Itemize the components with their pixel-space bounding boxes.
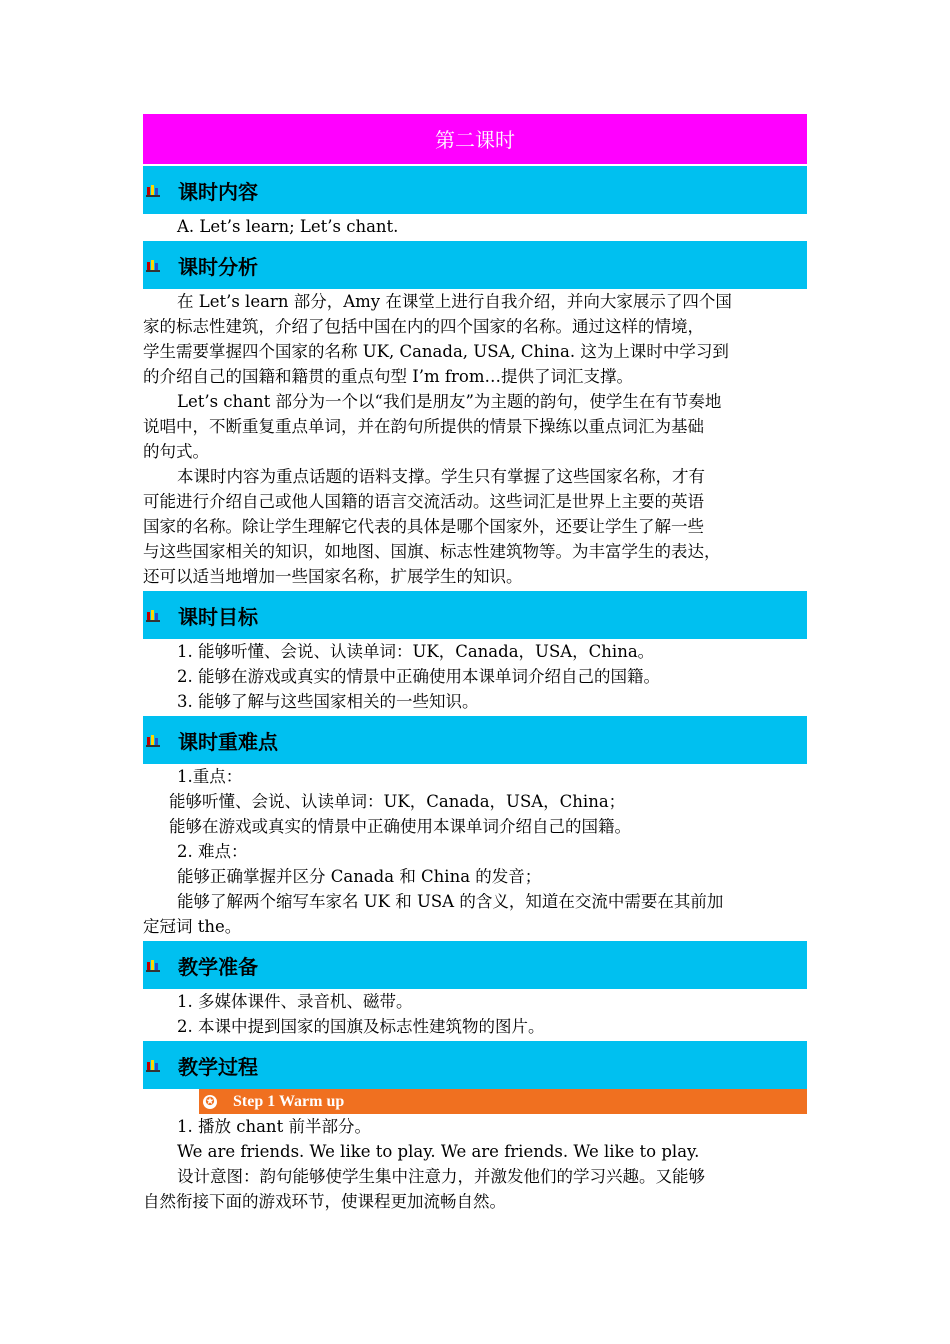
process-line: 设计意图：韵句能够使学生集中注意力，并激发他们的学习兴趣。又能够 <box>177 1167 705 1186</box>
section-heading: 课时重难点 <box>178 729 278 754</box>
analysis-line: 在 Let’s learn 部分，Amy 在课堂上进行自我介绍，并向大家展示了四个国 <box>177 292 732 311</box>
goal-item: 1. 能够听懂、会说、认读单词：UK，Canada，USA，China。 <box>177 642 655 661</box>
analysis-line: 的句式。 <box>143 442 209 461</box>
section-header-prep <box>143 941 807 989</box>
keypoint-line: 能够了解两个缩写车家名 UK 和 USA 的含义，知道在交流中需要在其前加 <box>177 892 724 911</box>
book-bullet-icon <box>146 608 160 622</box>
analysis-line: 的介绍自己的国籍和籍贯的重点句型 I’m from…提供了词汇支撑。 <box>143 367 633 386</box>
section-header-keypoints <box>143 716 807 764</box>
section-header-process <box>143 1041 807 1089</box>
analysis-line: 还可以适当地增加一些国家名称，扩展学生的知识。 <box>143 567 523 586</box>
book-bullet-icon <box>146 183 160 197</box>
process-line: 自然衔接下面的游戏环节，使课程更加流畅自然。 <box>143 1192 506 1211</box>
analysis-line: Let’s chant 部分为一个以“我们是朋友”为主题的韵句，使学生在有节奏地 <box>177 392 722 411</box>
keypoint-line: 1.重点： <box>177 767 243 786</box>
analysis-line: 学生需要掌握四个国家的名称 UK, Canada, USA, China. 这为上课时中学习到 <box>143 342 729 361</box>
keypoint-line: 能够听懂、会说、认读单词：UK，Canada，USA，China； <box>169 792 626 811</box>
section-heading: 教学过程 <box>178 1054 258 1079</box>
analysis-line: 本课时内容为重点话题的语料支撑。学生只有掌握了这些国家名称，才有 <box>177 467 705 486</box>
section-heading: 课时目标 <box>178 604 258 629</box>
step-label: Step 1 Warm up <box>233 1093 345 1110</box>
goal-item: 2. 能够在游戏或真实的情景中正确使用本课单词介绍自己的国籍。 <box>177 667 660 686</box>
prep-item: 1. 多媒体课件、录音机、磁带。 <box>177 992 413 1011</box>
section-heading: 课时分析 <box>178 254 258 279</box>
keypoint-line: 能够正确掌握并区分 Canada 和 China 的发音； <box>177 867 542 886</box>
section-header-content <box>143 166 807 214</box>
analysis-line: 说唱中，不断重复重点单词，并在韵句所提供的情景下操练以重点词汇为基础 <box>143 417 704 436</box>
keypoint-line: 能够在游戏或真实的情景中正确使用本课单词介绍自己的国籍。 <box>169 817 631 836</box>
goal-item: 3. 能够了解与这些国家相关的一些知识。 <box>177 692 479 711</box>
analysis-line: 可能进行介绍自己或他人国籍的语言交流活动。这些词汇是世界上主要的英语 <box>143 492 704 511</box>
section-heading: 教学准备 <box>178 954 258 979</box>
book-bullet-icon <box>146 958 160 972</box>
section-heading: 课时内容 <box>178 179 258 204</box>
book-bullet-icon <box>146 1058 160 1072</box>
keypoint-line: 定冠词 the。 <box>143 917 242 936</box>
star-circle-icon: ✪ <box>203 1095 217 1109</box>
analysis-line: 与这些国家相关的知识，如地图、国旗、标志性建筑物等。为丰富学生的表达， <box>143 542 721 561</box>
analysis-line: 国家的名称。除让学生理解它代表的具体是哪个国家外，还要让学生了解一些 <box>143 517 704 536</box>
prep-item: 2. 本课中提到国家的国旗及标志性建筑物的图片。 <box>177 1017 545 1036</box>
process-line: We are friends. We like to play. We are friends. We like to play. <box>177 1142 700 1161</box>
keypoint-line: 2. 难点： <box>177 842 248 861</box>
analysis-line: 家的标志性建筑，介绍了包括中国在内的四个国家的名称。通过这样的情境， <box>143 317 704 336</box>
document-page <box>143 114 807 1214</box>
process-line: 1. 播放 chant 前半部分。 <box>177 1117 371 1136</box>
book-bullet-icon <box>146 733 160 747</box>
content-line: A. Let’s learn; Let’s chant. <box>177 217 399 236</box>
lesson-title: 第二课时 <box>143 114 807 164</box>
step-bar <box>199 1089 807 1114</box>
section-header-analysis <box>143 241 807 289</box>
book-bullet-icon <box>146 258 160 272</box>
section-header-goals <box>143 591 807 639</box>
